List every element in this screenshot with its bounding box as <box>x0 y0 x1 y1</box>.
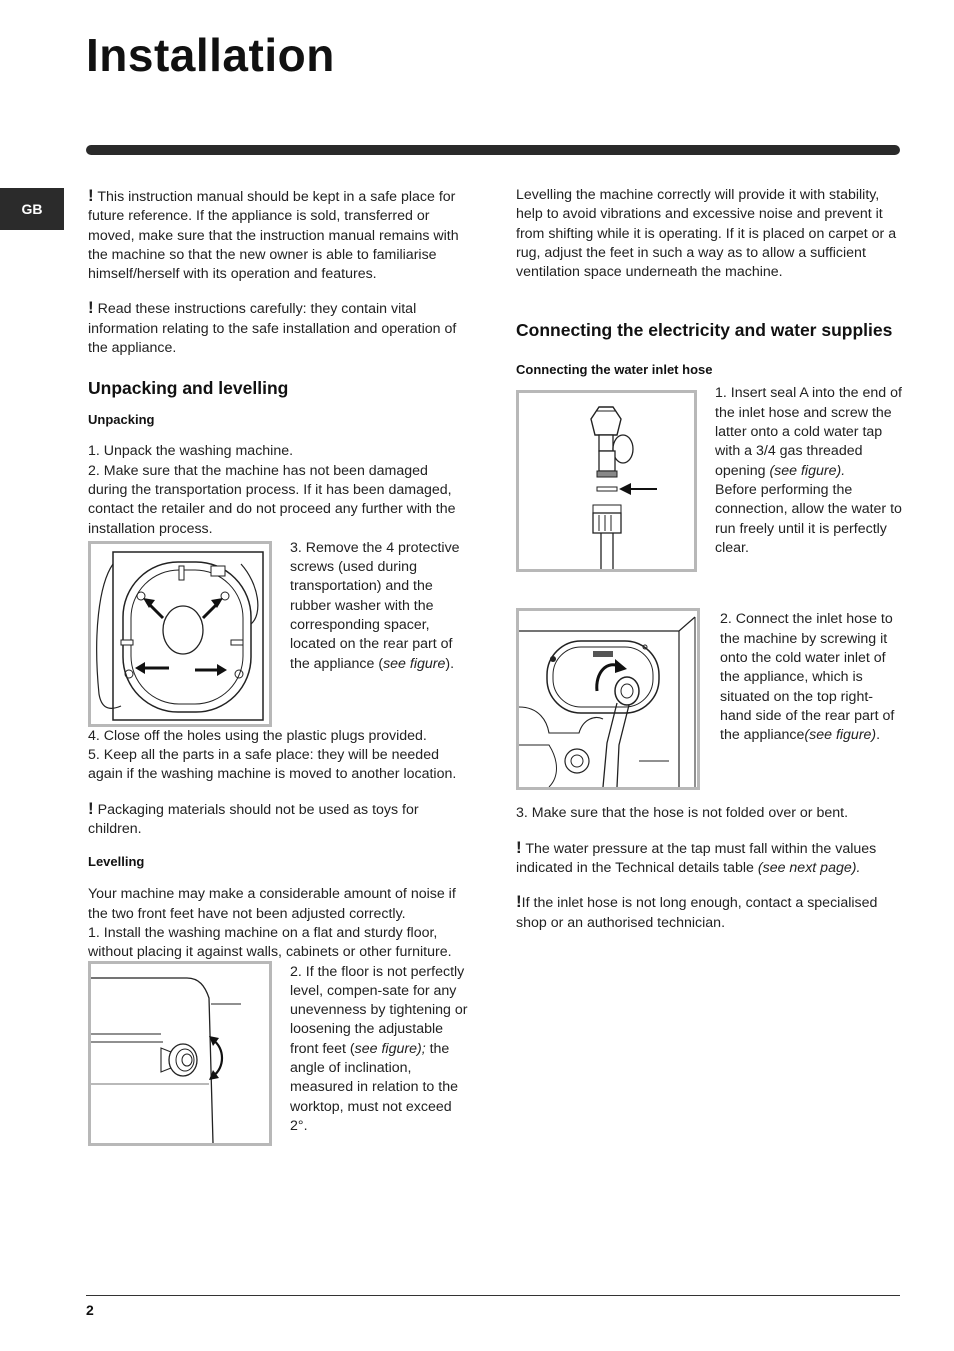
figure-row-inlet <box>516 611 902 790</box>
warning-mark: ! <box>88 186 94 205</box>
figure-caption-levelling: 2. If the floor is not perfectly level, compen-sate for any unevenness by tightening or loosening the adjustable front feet (see figure); the angle of inclination, measured in relation to the worktop, must not exceed 2°. <box>290 963 468 1134</box>
machine-inlet-figure <box>516 608 700 790</box>
left-column <box>88 186 470 1146</box>
page-number: 2 <box>86 1302 94 1318</box>
warning-mark: ! <box>516 892 522 912</box>
unpack-step-5: 5. Keep all the parts in a safe place: they will be needed again if the washing machine is moved to another location. <box>88 747 457 783</box>
right-column <box>516 186 902 933</box>
figure-row-tap <box>516 385 902 572</box>
water-step-3: 3. Make sure that the hose is not folded over or bent. <box>516 805 849 822</box>
subheading-water-inlet-hose: Connecting the water inlet hose <box>516 362 713 378</box>
page-title: Installation <box>86 29 335 81</box>
intro-paragraph-2: ! Read these instructions carefully: they contain vital information relating to the safe installation and operation of the appliance. <box>88 298 457 357</box>
section-heading-electricity-water: Connecting the electricity and water supplies <box>516 320 893 341</box>
packaging-warning: ! Packaging materials should not be used as toys for children. <box>88 798 419 838</box>
warning-mark: ! <box>88 298 94 318</box>
figure-caption-tap: 1. Insert seal A into the end of the inlet hose and screw the latter onto a cold water tap with a 3/4 gas threaded opening (see figure). Before performing the connection, allow the water to run freely until it is perfectly clear. <box>715 385 902 556</box>
figure-caption-rear-screws: 3. Remove the 4 protective screws (used during transportation) and the rubber washer with the corresponding spacer, located on the rear part of the appliance (see figure). <box>290 539 460 672</box>
intro-paragraph-1: ! This instruction manual should be kept in a safe place for future reference. If the appliance is sold, transferred or moved, make sure that the instruction manual remains with the machine so that the new owner is able to familiarise himself/herself with its operation and features. <box>88 186 459 283</box>
levelling-intro: Your machine may make a considerable amount of noise if the two front feet have not been adjusted correctly. <box>88 886 456 922</box>
title-rule <box>86 145 900 155</box>
rear-screws-figure <box>88 541 272 727</box>
warning-mark: ! <box>516 837 522 857</box>
subheading-levelling: Levelling <box>88 854 145 870</box>
tap-and-hose-illustration <box>519 393 694 569</box>
hose-length-warning: !If the inlet hose is not long enough, contact a specialised shop or an authorised technician. <box>516 892 878 931</box>
unpack-step-4: 4. Close off the holes using the plastic plugs provided. <box>88 727 427 744</box>
footer-rule <box>86 1295 900 1296</box>
language-tab: GB <box>0 188 64 230</box>
levelling-step-1: 1. Install the washing machine on a flat and sturdy floor, without placing it against walls, cabinets or other furniture. <box>88 924 452 961</box>
unpack-step-2: 2. Make sure that the machine has not been damaged during the transportation process. If it has been damaged, contact the retailer and do not proceed any further with the installation process. <box>88 462 456 537</box>
levelling-benefits-paragraph: Levelling the machine correctly will provide it with stability, help to avoid vibrations and excessive noise and prevent it from shifting while it is operating. If it is placed on carpet or a rug, adjust the feet in such a way as to allow a sufficient ventilation space underneath the machine. <box>516 187 897 281</box>
figure-caption-inlet: 2. Connect the inlet hose to the machine by screwing it onto the cold water inlet of the appliance, which is situated on the top right-hand side of the rear part of the appliance(see figure). <box>720 611 895 744</box>
subheading-unpacking: Unpacking <box>88 412 155 428</box>
warning-mark: ! <box>88 798 94 818</box>
adjustable-foot-illustration <box>91 964 269 1143</box>
water-pressure-warning: ! The water pressure at the tap must fall within the values indicated in the Technical details table (see next page). <box>516 837 877 877</box>
adjustable-foot-figure <box>88 961 272 1146</box>
unpack-step-1: 1. Unpack the washing machine. <box>88 443 294 460</box>
section-heading-unpacking-levelling: Unpacking and levelling <box>88 378 289 399</box>
figure-row-levelling <box>88 963 470 1146</box>
tap-connection-figure <box>516 390 697 572</box>
machine-inlet-illustration <box>519 611 697 787</box>
washing-machine-rear-illustration <box>91 544 269 724</box>
figure-row-rear-screws <box>88 539 470 727</box>
